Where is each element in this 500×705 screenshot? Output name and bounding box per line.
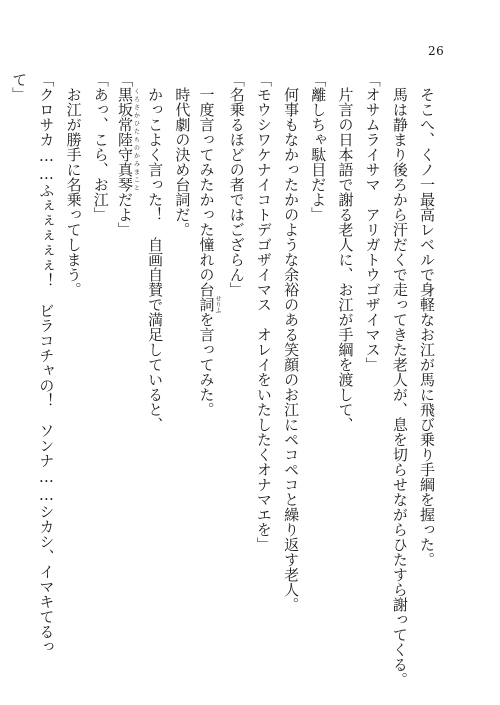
text-line-4: 片言の日本語で謝る老人に、お江が手綱を渡して、	[336, 87, 355, 432]
ruby-serifu	[197, 295, 221, 314]
ruby-reading: せりふ	[214, 295, 221, 314]
text-line-11: かっこよく言った！ 自画自賛で満足していると、	[146, 87, 165, 432]
page-number: 26	[428, 44, 445, 58]
text-line-2: 馬は静まり後ろから汗だくで走ってきた老人が、息を切らせながらひたすら謝ってくる。	[390, 87, 409, 687]
text-line-8: 「名乗るほどの者ではござらん」	[227, 72, 246, 297]
vertical-text-body	[0, 72, 438, 687]
text-line-5: 「離しちゃ駄目だよ」	[309, 72, 328, 222]
text-line-17	[0, 72, 3, 672]
text-line-14: お江が勝手に名乗ってしまう。	[64, 87, 83, 297]
ruby-base: 黒坂常陸守真琴	[115, 87, 134, 192]
text-line-12	[117, 72, 139, 672]
text-segment: を言ってみた。	[197, 312, 216, 417]
text-segment: だよ」	[115, 192, 134, 237]
text-line-6: 何事もなかったかのような余裕のある笑顔のお江にペコペコと繰り返す老人。	[282, 87, 301, 612]
text-line-3: 「オサムライサマ アリガトウゴザイマス」	[363, 72, 382, 372]
text-line-10: 時代劇の決め台詞だ。	[173, 87, 192, 237]
ruby-name	[115, 87, 140, 192]
ruby-base: 詞	[197, 295, 216, 314]
ruby-reading: くろさかひたちのかみまこと	[132, 87, 140, 192]
text-line-16: て」	[10, 72, 29, 102]
text-segment: 「	[115, 72, 134, 87]
text-line-15: 「クロサカ……ふぇぇぇぇぇ！ ビラコチャの！ ソンナ……シカシ、イマキてるっ	[37, 72, 56, 654]
text-line-9	[199, 72, 221, 672]
text-line-13: 「あっ、こら、お江」	[91, 72, 110, 222]
text-line-1: そこへ、くノ一最高レベルで身軽なお江が馬に飛び乗り手綱を握った。	[418, 87, 436, 567]
text-line-7: 「モウシワケナイコトデゴザイマス オレイをいたしたくオナマエを」	[254, 72, 273, 552]
text-segment: 一度言ってみたかった憧れの台	[197, 87, 216, 297]
